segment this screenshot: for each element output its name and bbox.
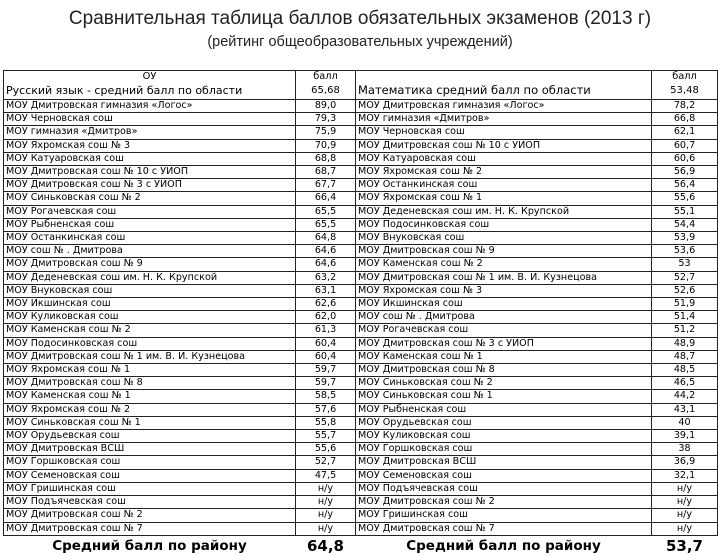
math-score: 48,5 — [652, 364, 718, 377]
math-score: 51,9 — [652, 298, 718, 311]
table-row — [4, 100, 718, 113]
math-school-name: МОУ Семеновская сош — [356, 469, 652, 482]
math-school-name: МОУ Гришинская сош — [356, 509, 652, 522]
russian-school-name: МОУ Черновская сош — [4, 113, 296, 126]
math-school-name: МОУ Дмитровская сош № 8 — [356, 364, 652, 377]
header-ball-russian: балл — [296, 71, 356, 83]
math-score: 56,9 — [652, 166, 718, 179]
table-row — [4, 337, 718, 350]
table-row — [4, 232, 718, 245]
russian-score: 68,7 — [296, 166, 356, 179]
russian-school-name: МОУ Орудьевская сош — [4, 430, 296, 443]
russian-score: 64,6 — [296, 258, 356, 271]
math-score: 78,2 — [652, 100, 718, 113]
table-row — [4, 522, 718, 535]
table-row — [4, 350, 718, 363]
russian-score: 62,0 — [296, 311, 356, 324]
russian-school-name: МОУ Яхромская сош № 3 — [4, 139, 296, 152]
math-score: 51,2 — [652, 324, 718, 337]
comparison-table-body — [4, 71, 718, 536]
math-school-name: МОУ Куликовская сош — [356, 430, 652, 443]
russian-school-name: МОУ Останкинская сош — [4, 232, 296, 245]
math-score: н/у — [652, 482, 718, 495]
header-row — [4, 71, 718, 83]
header-empty — [356, 71, 652, 83]
page-subtitle: (рейтинг общеобразовательных учреждений) — [207, 34, 513, 50]
russian-score: 59,7 — [296, 377, 356, 390]
math-school-name: МОУ Деденевская сош им. Н. К. Крупской — [356, 205, 652, 218]
russian-score: 58,5 — [296, 390, 356, 403]
math-school-name: МОУ Дмитровская сош № 9 — [356, 245, 652, 258]
table-row — [4, 443, 718, 456]
math-school-name: МОУ Яхромская сош № 2 — [356, 166, 652, 179]
russian-school-name: МОУ Синьковская сош № 2 — [4, 192, 296, 205]
math-score: 43,1 — [652, 403, 718, 416]
russian-school-name: МОУ Дмитровская сош № 7 — [4, 522, 296, 535]
russian-score: 60,4 — [296, 350, 356, 363]
russian-score: 64,8 — [296, 232, 356, 245]
russian-district-average: 64,8 — [306, 536, 344, 555]
header-ball-math: балл — [652, 71, 718, 83]
table-row — [4, 126, 718, 139]
table-row — [4, 152, 718, 165]
table-row — [4, 311, 718, 324]
comparison-table — [3, 70, 718, 556]
russian-school-name: МОУ Подосинковская сош — [4, 337, 296, 350]
math-score: 60,6 — [652, 152, 718, 165]
table-row — [4, 284, 718, 297]
math-score: н/у — [652, 496, 718, 509]
math-district-average: 53,7 — [665, 536, 703, 555]
russian-district-label: Средний балл по району — [52, 537, 247, 554]
math-school-name: МОУ Орудьевская сош — [356, 416, 652, 429]
math-score: 40 — [652, 416, 718, 429]
table-row — [4, 298, 718, 311]
table-row — [4, 258, 718, 271]
math-school-name: МОУ Дмитровская гимназия «Логос» — [356, 100, 652, 113]
russian-score: 67,7 — [296, 179, 356, 192]
table-row — [4, 271, 718, 284]
russian-school-name: МОУ Яхромская сош № 1 — [4, 364, 296, 377]
math-score: 52,7 — [652, 271, 718, 284]
table-row — [4, 456, 718, 469]
math-score: 56,4 — [652, 179, 718, 192]
math-school-name: МОУ Подъячевская сош — [356, 482, 652, 495]
math-school-name: МОУ Внуковская сош — [356, 232, 652, 245]
table-row — [4, 218, 718, 231]
math-school-name: МОУ Останкинская сош — [356, 179, 652, 192]
russian-score: 75,9 — [296, 126, 356, 139]
math-score: 48,7 — [652, 350, 718, 363]
russian-score: 61,3 — [296, 324, 356, 337]
math-school-name: МОУ Катуаровская сош — [356, 152, 652, 165]
table-row — [4, 416, 718, 429]
math-score: 55,1 — [652, 205, 718, 218]
district-average-row — [4, 535, 718, 556]
russian-school-name: МОУ Семеновская сош — [4, 469, 296, 482]
math-score: 51,4 — [652, 311, 718, 324]
math-school-name: МОУ сош № . Дмитрова — [356, 311, 652, 324]
table-row — [4, 179, 718, 192]
russian-school-name: МОУ сош № . Дмитрова — [4, 245, 296, 258]
russian-school-name: МОУ Куликовская сош — [4, 311, 296, 324]
table-row — [4, 509, 718, 522]
table-row — [4, 245, 718, 258]
russian-score: 47,5 — [296, 469, 356, 482]
math-score: 38 — [652, 443, 718, 456]
math-score: 60,7 — [652, 139, 718, 152]
russian-score: 66,4 — [296, 192, 356, 205]
russian-school-name: МОУ Икшинская сош — [4, 298, 296, 311]
russian-school-name: МОУ Горшковская сош — [4, 456, 296, 469]
russian-score: 59,7 — [296, 364, 356, 377]
russian-school-name: МОУ Подъячевская сош — [4, 496, 296, 509]
table-row — [4, 390, 718, 403]
math-school-name: МОУ Рыбненская сош — [356, 403, 652, 416]
math-school-name: МОУ Подосинковская сош — [356, 218, 652, 231]
math-school-name: МОУ Каменская сош № 2 — [356, 258, 652, 271]
math-region-average: 53,48 — [652, 82, 718, 100]
russian-school-name: МОУ Дмитровская сош № 8 — [4, 377, 296, 390]
math-school-name: МОУ Икшинская сош — [356, 298, 652, 311]
page-title: Сравнительная таблица баллов обязательных экзаменов (2013 г) — [68, 8, 652, 29]
russian-score: 55,7 — [296, 430, 356, 443]
table-row — [4, 192, 718, 205]
math-score: 53,9 — [652, 232, 718, 245]
math-score: н/у — [652, 522, 718, 535]
russian-region-average: 65,68 — [296, 82, 356, 100]
math-subject-label: Математика средний балл по области — [356, 82, 652, 100]
math-score: 62,1 — [652, 126, 718, 139]
russian-school-name: МОУ Дмитровская гимназия «Логос» — [4, 100, 296, 113]
math-score: 39,1 — [652, 430, 718, 443]
math-school-name: МОУ гимназия «Дмитров» — [356, 113, 652, 126]
russian-score: н/у — [296, 509, 356, 522]
table-row — [4, 496, 718, 509]
russian-school-name: МОУ Каменская сош № 1 — [4, 390, 296, 403]
math-score: н/у — [652, 509, 718, 522]
russian-school-name: МОУ Внуковская сош — [4, 284, 296, 297]
table-row — [4, 469, 718, 482]
math-score: 32,1 — [652, 469, 718, 482]
math-school-name: МОУ Яхромская сош № 3 — [356, 284, 652, 297]
math-school-name: МОУ Дмитровская сош № 2 — [356, 496, 652, 509]
table-row — [4, 377, 718, 390]
table-row — [4, 113, 718, 126]
math-school-name: МОУ Яхромская сош № 1 — [356, 192, 652, 205]
math-score: 66,8 — [652, 113, 718, 126]
russian-subject-label: Русский язык - средний балл по области — [4, 82, 296, 100]
table-row — [4, 205, 718, 218]
russian-score: н/у — [296, 482, 356, 495]
russian-score: 55,8 — [296, 416, 356, 429]
russian-score: 68,8 — [296, 152, 356, 165]
math-score: 36,9 — [652, 456, 718, 469]
russian-score: 55,6 — [296, 443, 356, 456]
math-score: 54,4 — [652, 218, 718, 231]
russian-school-name: МОУ Дмитровская сош № 2 — [4, 509, 296, 522]
russian-school-name: МОУ Гришинская сош — [4, 482, 296, 495]
math-score: 48,9 — [652, 337, 718, 350]
math-score: 55,6 — [652, 192, 718, 205]
russian-school-name: МОУ Деденевская сош им. Н. К. Крупской — [4, 271, 296, 284]
russian-school-name: МОУ Рыбненская сош — [4, 218, 296, 231]
math-school-name: МОУ Дмитровская ВСШ — [356, 456, 652, 469]
russian-score: 89,0 — [296, 100, 356, 113]
math-score: 52,6 — [652, 284, 718, 297]
table-row — [4, 482, 718, 495]
table-row — [4, 139, 718, 152]
math-school-name: МОУ Дмитровская сош № 3 с УИОП — [356, 337, 652, 350]
math-school-name: МОУ Горшковская сош — [356, 443, 652, 456]
russian-score: 65,5 — [296, 218, 356, 231]
russian-score: 60,4 — [296, 337, 356, 350]
math-district-label: Средний балл по району — [406, 537, 601, 554]
math-school-name: МОУ Дмитровская сош № 1 им. В. И. Кузнецова — [356, 271, 652, 284]
russian-score: 57,6 — [296, 403, 356, 416]
russian-score: 70,9 — [296, 139, 356, 152]
table-row — [4, 430, 718, 443]
russian-school-name: МОУ Дмитровская сош № 10 с УИОП — [4, 166, 296, 179]
math-score: 53 — [652, 258, 718, 271]
russian-school-name: МОУ Дмитровская ВСШ — [4, 443, 296, 456]
russian-school-name: МОУ Катуаровская сош — [4, 152, 296, 165]
math-school-name: МОУ Черновская сош — [356, 126, 652, 139]
math-score: 44,2 — [652, 390, 718, 403]
russian-score: 62,6 — [296, 298, 356, 311]
math-school-name: МОУ Синьковская сош № 1 — [356, 390, 652, 403]
russian-school-name: МОУ Дмитровская сош № 1 им. В. И. Кузнецова — [4, 350, 296, 363]
table-row — [4, 403, 718, 416]
russian-score: н/у — [296, 522, 356, 535]
math-school-name: МОУ Дмитровская сош № 7 — [356, 522, 652, 535]
table-row — [4, 166, 718, 179]
russian-school-name: МОУ Дмитровская сош № 3 с УИОП — [4, 179, 296, 192]
russian-school-name: МОУ Синьковская сош № 1 — [4, 416, 296, 429]
math-school-name: МОУ Дмитровская сош № 10 с УИОП — [356, 139, 652, 152]
russian-score: 64,6 — [296, 245, 356, 258]
russian-school-name: МОУ Дмитровская сош № 9 — [4, 258, 296, 271]
math-school-name: МОУ Рогачевская сош — [356, 324, 652, 337]
russian-score: 63,1 — [296, 284, 356, 297]
region-average-row — [4, 82, 718, 100]
russian-score: 63,2 — [296, 271, 356, 284]
header-ou: ОУ — [4, 71, 296, 83]
russian-school-name: МОУ гимназия «Дмитров» — [4, 126, 296, 139]
math-score: 53,6 — [652, 245, 718, 258]
russian-school-name: МОУ Рогачевская сош — [4, 205, 296, 218]
table-row — [4, 324, 718, 337]
russian-school-name: МОУ Каменская сош № 2 — [4, 324, 296, 337]
russian-score: 79,3 — [296, 113, 356, 126]
russian-score: 52,7 — [296, 456, 356, 469]
math-score: 46,5 — [652, 377, 718, 390]
russian-score: н/у — [296, 496, 356, 509]
table-row — [4, 364, 718, 377]
russian-school-name: МОУ Яхромская сош № 2 — [4, 403, 296, 416]
russian-score: 65,5 — [296, 205, 356, 218]
math-school-name: МОУ Каменская сош № 1 — [356, 350, 652, 363]
math-school-name: МОУ Синьковская сош № 2 — [356, 377, 652, 390]
